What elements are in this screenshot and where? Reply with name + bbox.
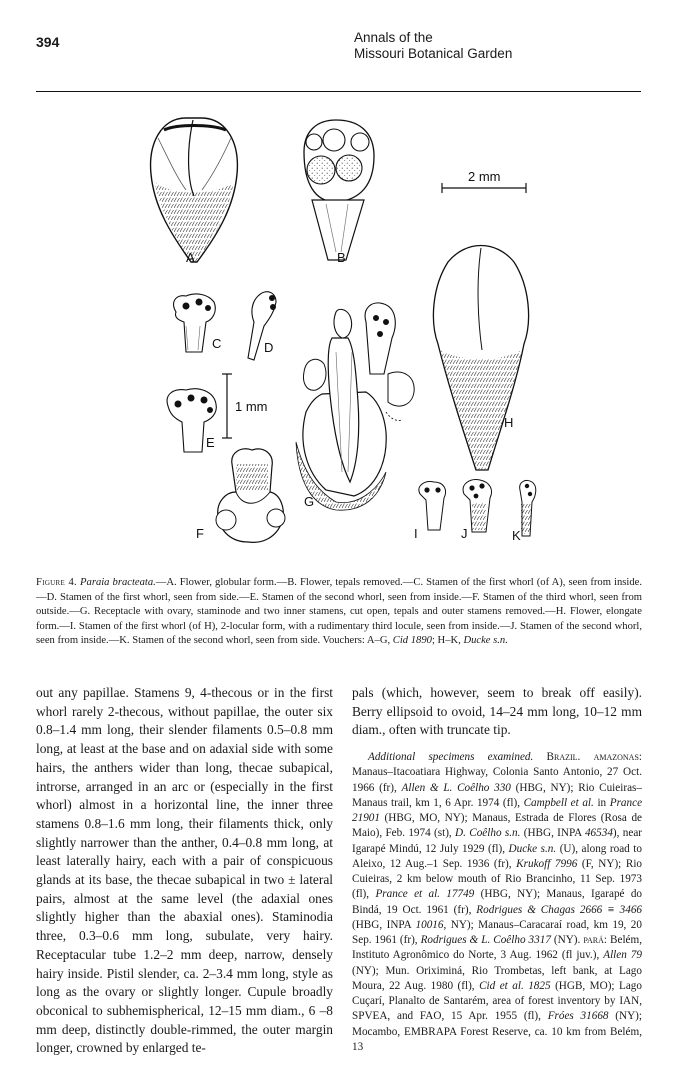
page-number: 394 bbox=[36, 34, 60, 50]
specimens-heading: Additional specimens examined. bbox=[368, 751, 534, 764]
journal-title-line2: Missouri Botanical Garden bbox=[354, 46, 513, 61]
label-e: E bbox=[206, 435, 215, 450]
caption-species: Paraia bracteata. bbox=[80, 577, 156, 588]
drawing-j-stamen bbox=[463, 480, 491, 532]
label-j: J bbox=[461, 526, 468, 541]
body-column-right bbox=[352, 684, 642, 1055]
figure-caption bbox=[36, 576, 642, 649]
label-f: F bbox=[196, 526, 204, 541]
caption-voucher-2: Ducke s.n. bbox=[463, 635, 508, 647]
description-paragraph: pals (which, however, seem to break off easily). Berry ellipsoid to ovoid, 14–24 mm long, 10–12 mm diam., often with truncate tip. bbox=[352, 685, 642, 738]
label-h: H bbox=[504, 415, 514, 430]
drawing-a-globular-flower bbox=[151, 118, 238, 262]
label-c: C bbox=[212, 336, 222, 351]
specimens-paragraph: Additional specimens examined. Brazil. amazonas: Manaus–Itacoatiara Highway, Colonia Santo Antonio, 27 Oct. 1966 (fr), Allen & L. Coêlho 330 (HBG, NY); Rio Cuieiras–Manaus trail, km 1, 6 Apr. 1974 (fl), Campbell et al. in Prance 21901 (HBG, MO, NY); Manaus, Estrada de Flores (Rosa de Maio), Feb. 1974 (st), D. Coêlho s.n. (HBG, INPA 46534), near Igarapé Mindú, 12 July 1929 (fl), Ducke s.n. (U), along road to Aleixo, 12 Aug.–1 Sep. 1936 (fr), Krukoff 7996 (F, NY); Rio Cuieiras, 2 km below mouth of Rio Brancinho, 11 Sep. 1973 (fl), Prance et al. 17749 (HBG, NY); Manaus, Igarapé do Bindá, 19 Oct. 1961 (fr), Rodrigues & Chagas 2666 ≡ 3466 (HBG, INPA 10016, NY); Manaus–Caracaraí road, km 19, 20 Sep. 1961 (fr), Rodrigues & L. Coêlho 3317 (NY). pará: Belém, Instituto Agronômico do Norte, 3 Aug. 1962 (fl juv.), Allen 79 (NY); Mun. Oriximiná, Rio Trombetas, left bank, at Lago Moura, 22 Aug. 1980 (fl), Cid et al. 1825 (HGB, MO); Lago Cuçarí, Planalto de Santarém, area of forest inventory by IAN, SPVEA, and FAO, 15 Apr. 1955 (fl), Fróes 31668 (NY); Mocambo, EMBRAPA Forest Reserve, ca. 10 km from Belém, 13 bbox=[352, 751, 643, 1053]
drawing-f-stamen-outside bbox=[216, 449, 285, 543]
label-i: I bbox=[414, 526, 418, 541]
scale-2mm-label: 2 mm bbox=[468, 169, 501, 184]
journal-title-line1: Annals of the bbox=[354, 30, 433, 45]
scale-bar-2mm bbox=[442, 183, 526, 193]
botanical-figure bbox=[36, 112, 641, 570]
caption-voucher-1: Cid 1890 bbox=[392, 635, 432, 647]
scale-1mm-label: 1 mm bbox=[235, 399, 268, 414]
drawing-i-stamen bbox=[419, 482, 446, 530]
drawing-g-receptacle-cut-open bbox=[296, 303, 414, 510]
drawing-c-stamen bbox=[174, 294, 216, 352]
drawing-k-stamen-side bbox=[520, 480, 536, 536]
caption-text: —A. Flower, globular form.—B. Flower, tepals removed.—C. Stamen of the first whorl (of A), seen from inside.—D. Stamen of the first whorl, seen from side.—E. Stamen of the second whorl, seen from inside.—F. Stamen of the third whorl, seen from outside.—G. Receptacle with ovary, staminode and two inner stamens, cut open, tepals and outer stamens removed.—H. Flower, elongate form.—I. Stamen of the first whorl (of H), 2-locular form, with a rudimentary third locule, seen from inside.—J. Stamen of the second whorl, seen from inside.—K. Stamen of the second whorl, seen from side. Vouchers: A–G, bbox=[36, 577, 642, 647]
caption-label: Figure 4. bbox=[36, 577, 77, 588]
drawing-b-flower-tepals-removed bbox=[304, 120, 374, 260]
drawing-h-elongate-flower bbox=[433, 246, 528, 471]
caption-mid: ; H–K, bbox=[431, 635, 461, 647]
header-rule bbox=[36, 91, 641, 92]
label-k: K bbox=[512, 528, 521, 543]
scale-bar-1mm bbox=[222, 374, 232, 438]
label-b: B bbox=[337, 250, 346, 265]
journal-title bbox=[354, 30, 512, 62]
body-column-left: out any papillae. Stamens 9, 4-thecous or in the first whorl rarely 2-thecous, without papillae, the outer six 0.8–1.4 mm long, their slender filaments 0.5–0.8 mm long, at least at the base and on adaxial side with some hairs, the anthers wider than long, thecae subapical, introrse, arranged in an arc or (especially in the first whorl) almost in a horizontal line, the inner three stamens 0.8–1.6 mm long, their filaments thick, only slightly narrower than the anther, 0.4–0.8 mm long, at least laterally hairy, each with a pair of conspicuous glands at its base, the thecae subapical in two ± lateral pairs, almost at the same level (the adaxial ones slightly higher than the abaxial ones). Staminodia three, 0.3–0.6 mm long, subulate, very hairy. Receptacular tube 1.2–2 mm deep, narrow, densely hairy inside. Pistil slender, ca. 2–3.4 mm long, style as long as the ovary or slightly longer. Cupule broadly obconical to subhemispherical, 12–15 mm diam., 6 –8 mm deep, distinctly double-rimmed, the outer margin longer, crowned by enlarged te- bbox=[36, 685, 333, 1056]
label-g: G bbox=[304, 494, 315, 509]
label-a: A bbox=[186, 250, 195, 265]
label-d: D bbox=[264, 340, 274, 355]
